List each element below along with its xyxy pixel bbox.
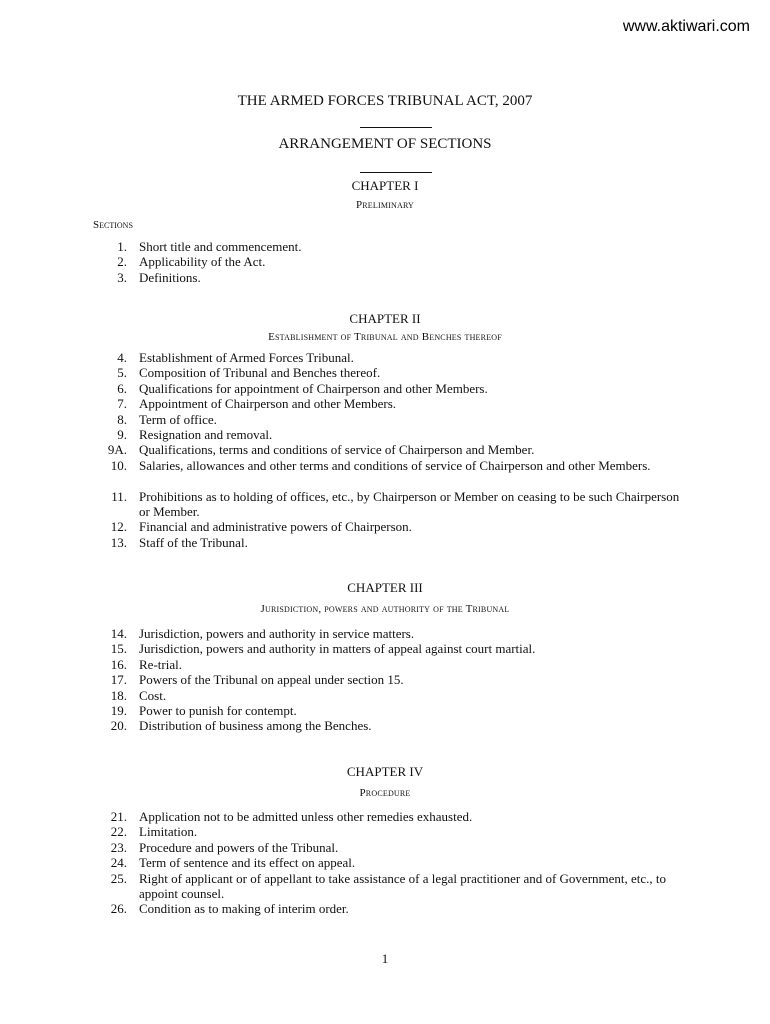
section-list	[0, 626, 770, 734]
section-list	[0, 350, 770, 550]
act-title: THE ARMED FORCES TRIBUNAL ACT, 2007	[237, 93, 533, 109]
list-item: 13. Staff of the Tribunal.	[110, 534, 248, 550]
list-item: 6. Qualifications for appointment of Chairperson and other Members.	[117, 380, 488, 396]
chapter-heading: CHAPTER II	[349, 311, 421, 326]
section-list	[0, 809, 770, 917]
list-item: 10. Salaries, allowances and other terms and conditions of service of Chairperson and other Members.	[110, 457, 651, 473]
divider-rule	[360, 172, 432, 173]
list-item: 8. Term of office.	[117, 411, 217, 427]
list-item: 1. Short title and commencement.	[117, 239, 302, 254]
sections-label: Sections	[93, 219, 133, 231]
chapter-heading: CHAPTER IV	[346, 764, 424, 779]
list-item: 12. Financial and administrative powers of Chairperson.	[110, 519, 412, 535]
list-item: 24. Term of sentence and its effect on appeal.	[110, 855, 356, 871]
list-item: 26. Condition as to making of interim order.	[110, 901, 349, 917]
list-item: 3. Definitions.	[117, 269, 201, 285]
list-item: 4. Establishment of Armed Forces Tribunal.	[117, 350, 354, 365]
list-item: 20. Distribution of business among the Benches.	[110, 718, 372, 734]
list-item: 15. Jurisdiction, powers and authority in matters of appeal against court martial.	[110, 641, 536, 657]
list-item: 17. Powers of the Tribunal on appeal under section 15.	[110, 672, 404, 688]
chapter-heading: CHAPTER III	[347, 580, 423, 595]
list-item: 21. Application not to be admitted unless other remedies exhausted.	[110, 809, 473, 824]
list-item: 18. Cost.	[110, 687, 167, 703]
list-item: 14. Jurisdiction, powers and authority in service matters.	[110, 626, 415, 641]
list-item: 25. Right of applicant or of appellant to take assistance of a legal practitioner and of Government, etc., to appoint counsel.	[110, 870, 667, 901]
list-item: 9A. Qualifications, terms and conditions of service of Chairperson and Member.	[107, 442, 535, 458]
list-item: 7. Appointment of Chairperson and other Members.	[117, 396, 397, 412]
chapter-subtitle: Procedure	[359, 787, 411, 799]
chapter-heading: CHAPTER I	[351, 178, 419, 193]
chapter-subtitle: Preliminary	[355, 199, 415, 211]
list-item: 2. Applicability of the Act.	[117, 254, 266, 270]
chapter-subtitle: Establishment of Tribunal and Benches thereof	[268, 331, 502, 343]
watermark: www.aktiwari.com	[622, 18, 750, 35]
list-item: 5. Composition of Tribunal and Benches thereof.	[117, 365, 381, 381]
list-item: 19. Power to punish for contempt.	[110, 702, 297, 718]
section-list	[0, 239, 770, 285]
list-item: 9. Resignation and removal.	[117, 426, 273, 442]
list-item: 16. Re-trial.	[110, 656, 182, 672]
list-item: 23. Procedure and powers of the Tribunal.	[110, 839, 339, 855]
chapter-subtitle: Jurisdiction, powers and authority of the Tribunal	[260, 603, 510, 615]
divider-rule	[360, 127, 432, 128]
list-item: 11. Prohibitions as to holding of offices, etc., by Chairperson or Member on ceasing to be such Chairperson or Member.	[111, 488, 680, 519]
arrangement-title: ARRANGEMENT OF SECTIONS	[278, 136, 492, 152]
page-number: 1	[381, 951, 389, 966]
list-item: 22. Limitation.	[110, 824, 198, 840]
